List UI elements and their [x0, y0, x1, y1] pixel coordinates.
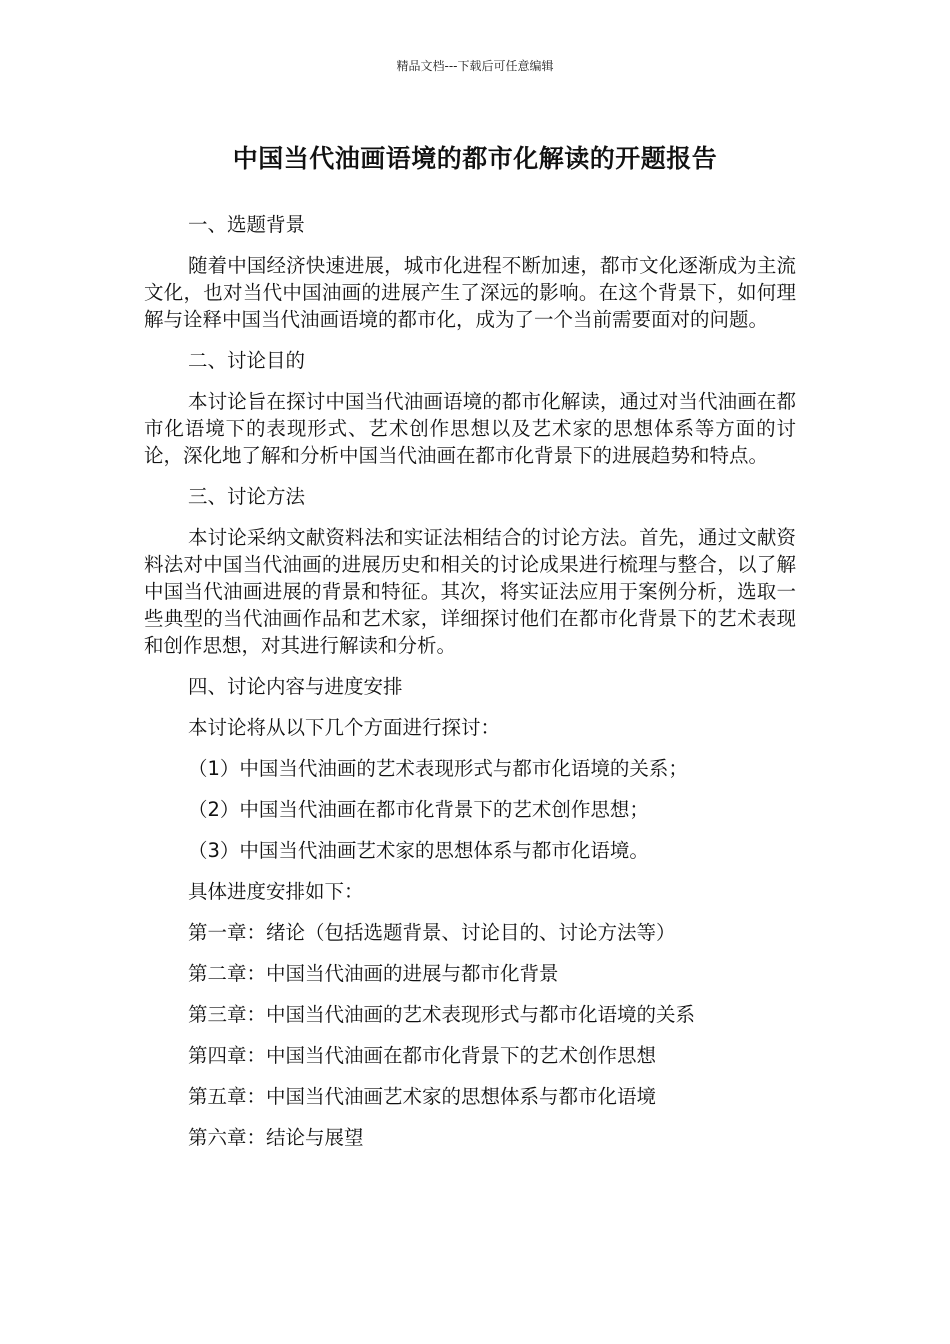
- section-heading: 一、选题背景: [188, 213, 306, 236]
- document-title: 中国当代油画语境的都市化解读的开题报告: [232, 144, 718, 173]
- chapter-line: 第五章：中国当代油画艺术家的思想体系与都市化语境: [188, 1085, 657, 1108]
- header-note: 精品文档---下载后可任意编辑: [396, 59, 554, 73]
- section-heading: 三、讨论方法: [188, 485, 306, 508]
- chapter-line: 第三章：中国当代油画的艺术表现形式与都市化语境的关系: [188, 1003, 696, 1026]
- section-paragraph: 本讨论旨在探讨中国当代油画语境的都市化解读，通过对当代油画在都市化语境下的表现形式、艺术创作思想以及艺术家的思想体系等方面的讨论，深化地了解和分析中国当代油画在都市化背景下的进展趋势和特点。: [144, 390, 796, 467]
- chapter-line: 第六章：结论与展望: [188, 1126, 364, 1149]
- content-item: （2）中国当代油画在都市化背景下的艺术创作思想；: [188, 798, 649, 821]
- section-paragraph: 随着中国经济快速进展，城市化进程不断加速，都市文化逐渐成为主流文化，也对当代中国油画的进展产生了深远的影响。在这个背景下，如何理解与诠释中国当代油画语境的都市化，成为了一个当前需要面对的问题。: [144, 254, 796, 331]
- content-item: （3）中国当代油画艺术家的思想体系与都市化语境。: [188, 839, 649, 862]
- content-intro: 本讨论将从以下几个方面进行探讨：: [188, 716, 501, 739]
- section-heading: 二、讨论目的: [188, 349, 306, 372]
- schedule-intro: 具体进度安排如下：: [188, 880, 364, 903]
- chapter-line: 第四章：中国当代油画在都市化背景下的艺术创作思想: [188, 1044, 657, 1067]
- section-paragraph: 本讨论采纳文献资料法和实证法相结合的讨论方法。首先，通过文献资料法对中国当代油画的进展历史和相关的讨论成果进行梳理与整合，以了解中国当代油画进展的背景和特征。其次，将实证法应用于案例分析，选取一些典型的当代油画作品和艺术家，详细探讨他们在都市化背景下的艺术表现和创作思想，对其进行解读和分析。: [144, 526, 796, 657]
- chapter-line: 第一章：绪论（包括选题背景、讨论目的、讨论方法等）: [188, 921, 676, 944]
- document-body: [144, 211, 796, 1165]
- section-heading: 四、讨论内容与进度安排: [188, 675, 403, 698]
- chapter-line: 第二章：中国当代油画的进展与都市化背景: [188, 962, 559, 985]
- content-item: （1）中国当代油画的艺术表现形式与都市化语境的关系；: [188, 757, 688, 780]
